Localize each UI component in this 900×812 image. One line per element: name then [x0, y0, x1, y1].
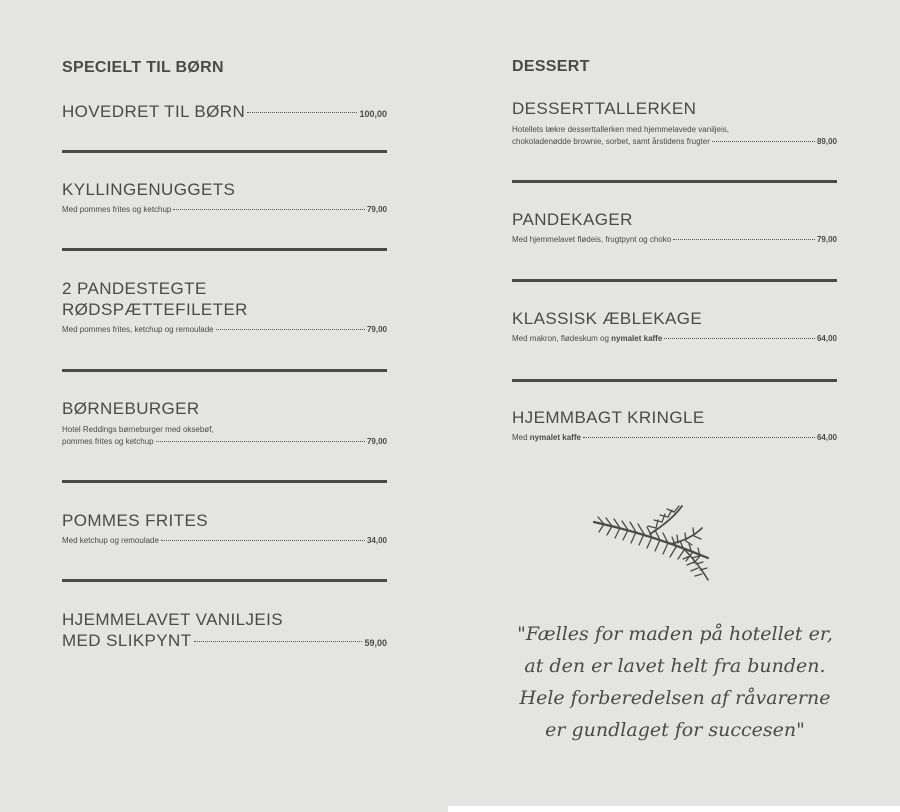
item-price: 89,00 — [816, 137, 837, 146]
menu-item-pandekager — [512, 209, 837, 246]
item-name: HJEMMBAGT KRINGLE — [512, 408, 705, 427]
leader-dots — [156, 441, 365, 442]
item-name: PANDEKAGER — [512, 210, 633, 229]
divider — [512, 180, 837, 183]
menu-item-kringle — [512, 407, 837, 444]
item-name-line2: RØDSPÆTTEFILETER — [62, 300, 248, 319]
menu-item-roedspaette — [62, 278, 387, 336]
leader-dots — [173, 209, 365, 210]
leader-dots — [673, 239, 815, 240]
item-description — [512, 333, 662, 345]
leader-dots — [664, 338, 815, 339]
divider — [62, 150, 387, 153]
item-description: Med hjemmelavet flødeis, frugtpynt og choko — [512, 235, 672, 244]
item-name-line2: MED SLIKPYNT — [62, 631, 192, 650]
item-description-line2: chokoladenødde brownie, sorbet, samt årstidens frugter — [512, 137, 710, 146]
item-price: 64,00 — [816, 433, 837, 442]
item-name: BØRNEBURGER — [62, 399, 200, 418]
description-emphasis: nymalet kaffe — [529, 433, 581, 442]
leader-dots — [583, 437, 815, 438]
menu-item-vaniljeis — [62, 609, 387, 651]
leader-dots — [247, 112, 357, 113]
divider — [512, 379, 837, 382]
quote-line: er gundlaget for succesen" — [545, 719, 805, 741]
description-text: Med — [512, 433, 530, 442]
quote-line: "Fælles for maden på hotellet er, — [517, 623, 833, 645]
divider — [62, 369, 387, 372]
item-price: 79,00 — [816, 235, 837, 244]
item-description: Med pommes frites og ketchup — [62, 205, 172, 214]
bottom-edge — [448, 806, 900, 812]
item-name: KYLLINGENUGGETS — [62, 180, 236, 199]
quote-block — [480, 618, 870, 746]
description-text: Med makron, flødeskum og — [512, 334, 612, 343]
leader-dots — [712, 141, 815, 142]
divider — [62, 248, 387, 251]
item-description — [512, 432, 581, 444]
menu-item-boerneburger — [62, 398, 387, 448]
item-price: 59,00 — [364, 638, 387, 648]
item-description: Med pommes frites, ketchup og remoulade — [62, 325, 214, 334]
divider — [62, 480, 387, 483]
divider — [62, 579, 387, 582]
leader-dots — [216, 329, 365, 330]
item-description-line1: Hotellets lækre desserttallerken med hjemmelavede vaniljeis, — [512, 125, 729, 134]
item-price: 79,00 — [366, 205, 387, 214]
quote-line: at den er lavet helt fra bunden. — [524, 655, 826, 677]
item-name: POMMES FRITES — [62, 511, 208, 530]
menu-item-hovedret — [62, 101, 387, 122]
kids-section-title: SPECIELT TIL BØRN — [62, 59, 224, 76]
item-description: Med ketchup og remoulade — [62, 536, 159, 545]
item-price: 64,00 — [816, 334, 837, 343]
pine-sprig-icon — [590, 500, 725, 585]
item-name: DESSERTTALLERKEN — [512, 99, 697, 118]
menu-item-pommes-frites — [62, 510, 387, 547]
item-price: 79,00 — [366, 325, 387, 334]
quote-line: Hele forberedelsen af råvarerne — [519, 687, 831, 709]
item-price: 100,00 — [359, 109, 387, 119]
leader-dots — [194, 641, 363, 642]
menu-item-kyllingenuggets — [62, 179, 387, 216]
leader-dots — [161, 540, 365, 541]
description-emphasis: nymalet kaffe — [611, 334, 663, 343]
divider — [512, 279, 837, 282]
menu-item-aeblekage — [512, 308, 837, 345]
item-description-line1: Hotel Reddings børneburger med oksebøf, — [62, 425, 214, 434]
item-name: HOVEDRET TIL BØRN — [62, 102, 246, 121]
item-price: 79,00 — [366, 437, 387, 446]
item-price: 34,00 — [366, 536, 387, 545]
item-description-line2: pommes frites og ketchup — [62, 437, 154, 446]
item-name: KLASSISK ÆBLEKAGE — [512, 309, 703, 328]
item-name-line1: HJEMMELAVET VANILJEIS — [62, 610, 283, 629]
menu-item-desserttallerken — [512, 98, 837, 148]
item-name-line1: 2 PANDESTEGTE — [62, 279, 207, 298]
dessert-section-title: DESSERT — [512, 58, 590, 75]
